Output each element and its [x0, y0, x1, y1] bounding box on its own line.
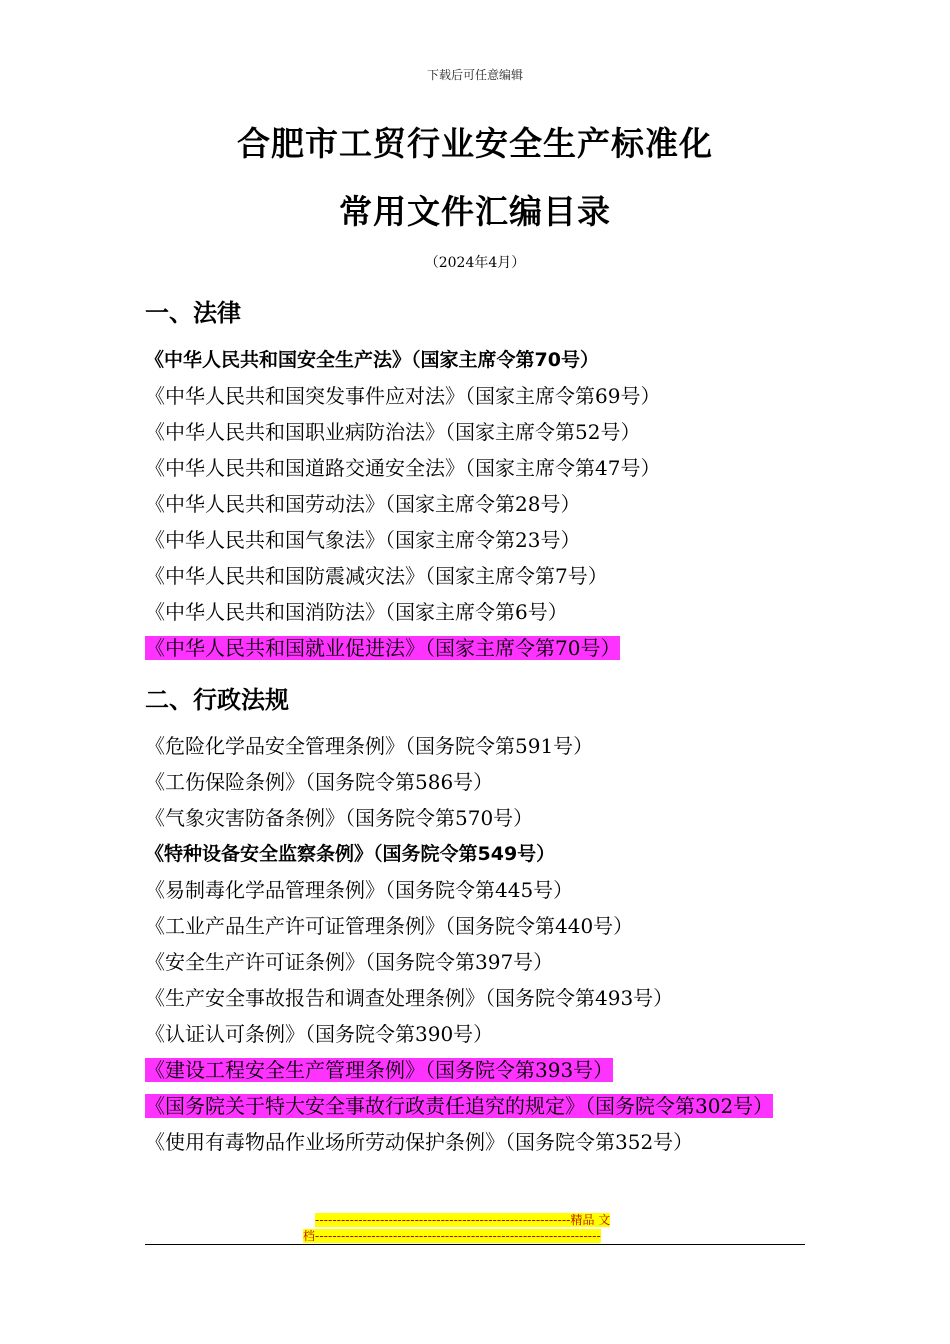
footer-divider — [145, 1244, 805, 1245]
list-item: 《中华人民共和国劳动法》（国家主席令第28号） — [145, 492, 581, 516]
list-item: 《特种设备安全监察条例》（国务院令第549号） — [145, 843, 556, 865]
list-item: 《生产安全事故报告和调查处理条例》（国务院令第493号） — [145, 986, 674, 1010]
list-item: 《工业产品生产许可证管理条例》（国务院令第440号） — [145, 914, 634, 938]
list-item: 《使用有毒物品作业场所劳动保护条例》（国务院令第352号） — [145, 1130, 694, 1154]
list-item: 《中华人民共和国气象法》（国家主席令第23号） — [145, 528, 581, 552]
regulations-list — [145, 728, 785, 1160]
header-note: 下载后可任意编辑 — [426, 68, 523, 82]
footer-banner-line-2: 档------------------------------------------------------------------ — [303, 1229, 601, 1243]
section-heading-regulations: 二、行政法规 — [145, 686, 289, 714]
list-item: 《工伤保险条例》（国务院令第586号） — [145, 770, 494, 794]
list-item: 《气象灾害防备条例》（国务院令第570号） — [145, 806, 534, 830]
list-item-highlighted: 《建设工程安全生产管理条例》（国务院令第393号） — [145, 1058, 614, 1082]
section-heading-laws: 一、法律 — [145, 299, 241, 327]
list-item: 《中华人民共和国突发事件应对法》（国家主席令第69号） — [145, 384, 661, 408]
list-item: 《中华人民共和国安全生产法》（国家主席令第70号） — [145, 349, 599, 371]
list-item-highlighted: 《国务院关于特大安全事故行政责任追究的规定》（国务院令第302号） — [145, 1094, 774, 1118]
list-item: 《中华人民共和国道路交通安全法》（国家主席令第47号） — [145, 456, 661, 480]
document-title-line-1: 合肥市工贸行业安全生产标准化 — [237, 124, 713, 163]
footer-banner — [303, 1212, 643, 1244]
list-item: 《中华人民共和国防震减灾法》（国家主席令第7号） — [145, 564, 608, 588]
list-item: 《中华人民共和国职业病防治法》（国家主席令第52号） — [145, 420, 641, 444]
list-item: 《易制毒化学品管理条例》（国务院令第445号） — [145, 878, 574, 902]
list-item: 《中华人民共和国消防法》（国家主席令第6号） — [145, 600, 568, 624]
list-item: 《认证认可条例》（国务院令第390号） — [145, 1022, 494, 1046]
list-item: 《安全生产许可证条例》（国务院令第397号） — [145, 950, 554, 974]
list-item: 《危险化学品安全管理条例》（国务院令第591号） — [145, 734, 594, 758]
document-date: （2024年4月） — [424, 255, 526, 271]
laws-list — [145, 342, 785, 666]
footer-banner-line-1: -----------------------------------------------------------精品 文 — [315, 1213, 611, 1227]
document-title-line-2: 常用文件汇编目录 — [339, 192, 611, 231]
list-item-highlighted: 《中华人民共和国就业促进法》（国家主席令第70号） — [145, 636, 621, 660]
